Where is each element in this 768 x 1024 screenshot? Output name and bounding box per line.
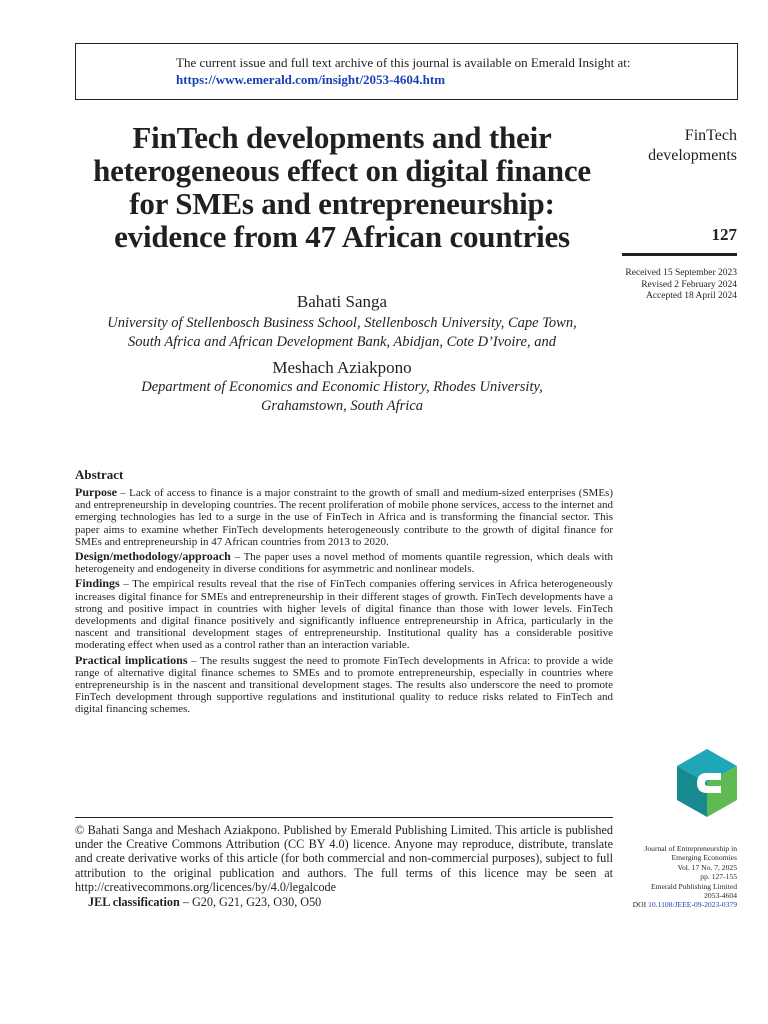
crossmark-logo-icon [677, 749, 737, 817]
section-label: Purpose [75, 485, 117, 499]
section-label: Design/methodology/approach [75, 549, 231, 564]
jel-classification [88, 895, 321, 909]
journal-info-line: pp. 127-155 [700, 872, 737, 882]
received-date: Received 15 September 2023 [625, 268, 737, 278]
running-head-line: FinTech [684, 127, 737, 144]
doi-line [633, 900, 737, 909]
section-text: The paper uses a novel method of moments quantile regression, which deals with heterogeneity and endogeneity in diverse conditions for asymmetric and nonlinear models. [75, 551, 613, 576]
accepted-date: Accepted 18 April 2024 [645, 291, 737, 301]
page-number: 127 [711, 225, 737, 244]
archive-notice-text: The current issue and full text archive of this journal is available on Emerald Insight at: [176, 55, 631, 70]
running-head [648, 126, 737, 166]
section-text: The results suggest the need to promote FinTech developments in Africa: to provide a wide range of alternative digital finance schemes to SMEs and to promote entrepreneurship, especially in countries where entrepreneurship is in the nascent and transitional development stages. The results also underscore the need to promote FinTech development through supportive regulations and institutional quality to reduce risks related to FinTech and digital financing schemes. [75, 654, 613, 716]
revised-date: Revised 2 February 2024 [641, 279, 737, 290]
affiliation-line: Department of Economics and Economic History, Rhodes University, [141, 379, 543, 395]
jel-codes: – G20, G21, G23, O30, O50 [179, 895, 322, 909]
abstract-heading: Abstract [75, 467, 124, 482]
affiliation-line: South Africa and African Development Bank, Abidjan, Cote D’Ivoire, and [128, 333, 556, 350]
separator: – [230, 551, 244, 564]
author-name: Bahati Sanga [296, 292, 388, 311]
archive-notice [176, 54, 631, 88]
separator: – [117, 487, 130, 499]
doi-link[interactable]: 10.1108/JEEE-09-2023-0379 [648, 900, 737, 910]
jel-label: JEL classification [88, 895, 180, 909]
separator: – [187, 654, 200, 667]
abstract-purpose [75, 486, 613, 548]
affiliation-line: Grahamstown, South Africa [260, 397, 424, 414]
journal-info-line: Emerging Economies [671, 853, 737, 863]
page-number-rule [622, 253, 737, 256]
archive-url-link[interactable]: https://www.emerald.com/insight/2053-4604.htm [176, 72, 446, 87]
author-name: Meshach Aziakpono [272, 358, 412, 377]
section-label: Findings [75, 576, 120, 591]
running-head-line: developments [648, 147, 737, 164]
archive-notice-box [75, 43, 738, 100]
doi-label: DOI [632, 900, 647, 910]
affiliation-line: University of Stellenbosch Business School, Stellenbosch University, Cape Town, [107, 315, 577, 331]
journal-info-line: Vol. 17 No. 7, 2025 [677, 862, 737, 872]
journal-info [633, 844, 737, 910]
journal-info-line: 2053-4604 [704, 891, 737, 901]
section-label: Practical implications [75, 652, 188, 667]
footnote-rule [75, 817, 613, 818]
section-text: Lack of access to finance is a major constraint to the growth of small and medium-sized enterprises (SMEs) and entrepreneurship in developing countries. The recent proliferation of mobile phone services, access to the internet and emerging technologies has led to a surge in the use of FinTech in Africa and is transforming the financial sector. This paper aims to examine whether FinTech developments heterogeneously contribute to the growth of digital finance for SMEs and entrepreneurship in 47 African countries from 2013 to 2020. [75, 487, 614, 548]
abstract-practical-implications [75, 654, 613, 716]
author-affiliation [78, 378, 606, 415]
article-title: FinTech developments and their heterogeneous effect on digital finance for SMEs and entrepreneurship: evidence from 47 African countries [93, 120, 591, 254]
author-affiliation [78, 314, 606, 351]
abstract-design [75, 550, 613, 575]
journal-info-line: Emerald Publishing Limited [650, 881, 737, 891]
journal-info-line: Journal of Entrepreneurship in [644, 844, 737, 853]
section-text: The empirical results reveal that the rise of FinTech companies offering services in Africa heterogeneously increases digital finance for SMEs and entrepreneurship in their different stages of growth. FinTech developments have a strong and positive impact in countries with higher levels of digital finance than those with lower levels. FinTech developments and digital finance positively and significantly influence entrepreneurship in Africa, particularly in the nascent and transitional development stages of entrepreneurship. Institutional quality has a considerable positive moderating effect when used as a control rather than an interaction variable. [75, 578, 613, 652]
license-statement: © Bahati Sanga and Meshach Aziakpono. Published by Emerald Publishing Limited. This article is published under the Creative Commons Attribution (CC BY 4.0) licence. Anyone may reproduce, distribute, translate and create derivative works of this article (for both commercial and non-commercial purposes), subject to full attribution to the original publication and authors. The full terms of this licence may be seen at http://creativecommons.org/licences/by/4.0/legalcode [75, 823, 613, 894]
article-history [625, 268, 737, 303]
abstract [75, 467, 613, 718]
separator: – [119, 578, 133, 591]
abstract-findings [75, 577, 613, 651]
